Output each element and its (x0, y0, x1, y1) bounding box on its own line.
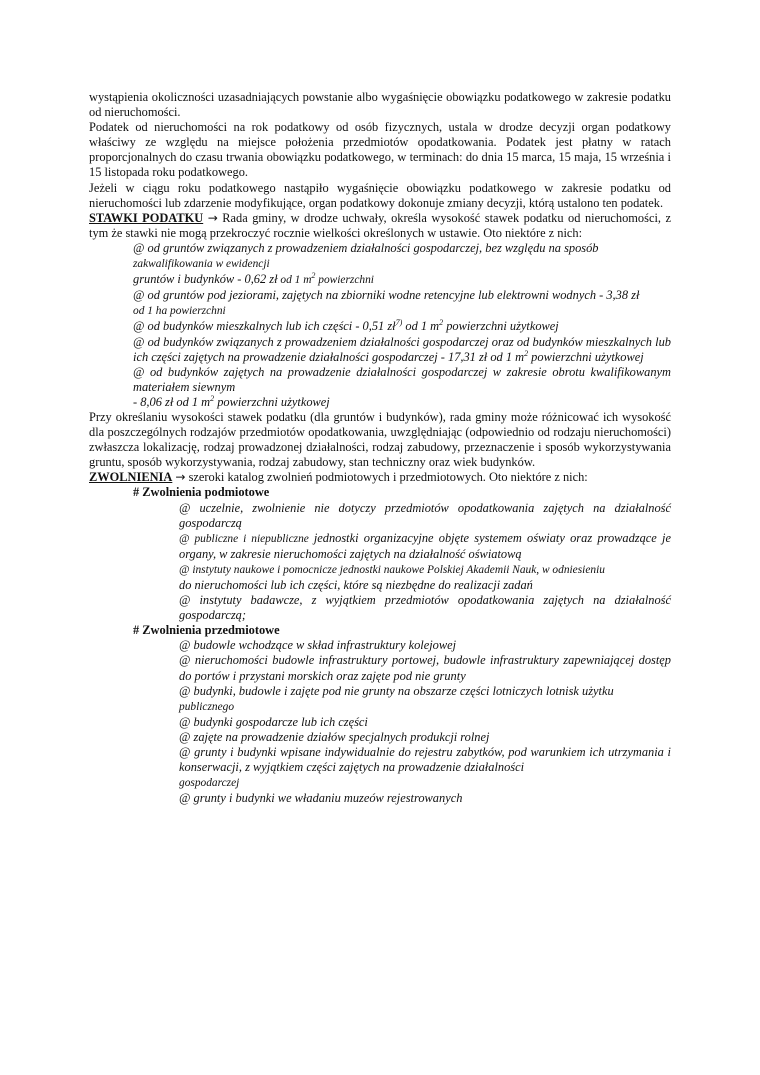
rate-item-material-siewny: @ od budynków zajętych na prowadzenie działalności gospodarczej w zakresie obrotu kwalifikowanym materiałem siewnym - 8,06 zł od 1 $m^2$ powierzchni użytkowej (133, 364, 671, 409)
list-item: @ uczelnie, zwolnienie nie dotyczy przedmiotów opodatkowania zajętych na działalność gospodarczą (179, 500, 671, 530)
zwolnienia-text: szeroki katalog zwolnień podmiotowych i przedmiotowych. Oto niektóre z nich: (185, 470, 588, 485)
paragraph-intro-3: Jeżeli w ciągu roku podatkowego nastąpiło wygaśnięcie obowiązku podatkowego w zakresie podatku od nieruchomości lub zdarzenie modyfikujące, organ podatkowy dokonuje zmiany decyzji, którą ustalono ten podatek. (89, 180, 671, 210)
przedmiotowe-header: # Zwolnienia przedmiotowe (133, 623, 280, 638)
rate-item-jeziora: @ od gruntów pod jeziorami, zajętych na zbiorniki wodne retencyjne lub elektrowni wodnych - 3,38 zł od 1 ha powierzchni (133, 288, 640, 318)
stawki-paragraph (89, 211, 671, 241)
list-item: @ grunty i budynki we władaniu muzeów rejestrowanych (179, 791, 463, 806)
list-item: @ publiczne i niepubliczne jednostki organizacyjne objęte systemem oświaty oraz prowadzące je organy, w zakresie nieruchomości zajętych na działalność oświatową (179, 530, 671, 561)
paragraph-intro-2: Podatek od nieruchomości na rok podatkowy od osób fizycznych, ustala w drodze decyzji organ podatkowy właściwy ze względu na miejsce położenia przedmiotów opodatkowania. Podatek jest płatny w ratach proporcjonalnych do czasu trwania obowiązku podatkowego, w terminach: do dnia 15 marca, 15 maja, 15 września i 15 listopada roku podatkowego. (89, 120, 671, 180)
podmiotowe-header: # Zwolnienia podmiotowe (133, 485, 270, 500)
list-item: @ instytuty naukowe i pomocnicze jednostki naukowe Polskiej Akademii Nauk, w odniesieniu do nieruchomości lub ich części, które są niezbędne do realizacji zadań (179, 563, 605, 592)
list-item: @ budowle wchodzące w skład infrastruktury kolejowej (179, 638, 457, 653)
list-item: @ budynki gospodarcze lub ich części (179, 714, 368, 729)
paragraph-intro-1: wystąpienia okoliczności uzasadniających powstanie albo wygaśnięcie obowiązku podatkowego w zakresie podatku od nieruchomości. (89, 90, 671, 120)
arrow-right-icon: → (175, 470, 186, 485)
arrow-right-icon: → (207, 210, 218, 225)
list-item: @ budynki, budowle i zajęte pod nie grunty na obszarze części lotniczych lotnisk użytku publicznego (179, 683, 614, 713)
rate-item-budynki-mieszkalne: @ od budynków mieszkalnych lub ich części - 0,51 $zł^{7)}$ od 1 $m^2$ powierzchni użytkowej (133, 318, 559, 334)
rate-item-grunty-gospodarcze: @ od gruntów związanych z prowadzeniem działalności gospodarczej, bez względu na sposób zakwalifikowania w ewidencji gruntów i budynków - 0,62 zł od 1 $m^2$ powierzchni (133, 240, 599, 287)
list-item: @ nieruchomości budowle infrastruktury portowej, budowle infrastruktury zapewniającej dostęp do portów i przystani morskich oraz zajęte pod nie grunty (179, 653, 671, 683)
document-page (89, 90, 671, 806)
rate-item-budynki-gospodarcze: @ od budynków związanych z prowadzeniem działalności gospodarczej oraz od budynków mieszkalnych lub ich części zajętych na prowadzenie działalności gospodarczej - 17,31 zł od 1 $m^2$ powierzchni użytkowej (133, 334, 671, 364)
list-item: @ instytuty badawcze, z wyjątkiem przedmiotów opodatkowania zajętych na działalność gospodarczą; (179, 593, 671, 623)
paragraph-rate-differentiation: Przy określaniu wysokości stawek podatku (dla gruntów i budynków), rada gminy może różnicować ich wysokość dla poszczególnych rodzajów przedmiotów opodatkowania, uwzględniając (odpowiednio od rodzaju nieruchomości) zwłaszcza lokalizację, rodzaj prowadzonej działalności, rodzaj zabudowy, przeznaczenie i sposób wykorzystywania gruntu, sposób wykorzystywania, rodzaj zabudowy, stan techniczny oraz wiek budynków. (89, 409, 671, 470)
stawki-text: Rada gminy, w drodze uchwały, określa wysokość stawek podatku od nieruchomości, z tym że stawki nie mogą przekroczyć rocznie wielkości określonych w ustawie. Oto niektóre z nich: (89, 210, 671, 240)
list-item: @ grunty i budynki wpisane indywidualnie do rejestru zabytków, pod warunkiem ich utrzymania i konserwacji, z wyjątkiem części zajętych na prowadzenie działalności gospodarczej (179, 745, 671, 790)
stawki-heading: STAWKI PODATKU (89, 210, 204, 225)
zwolnienia-paragraph (89, 470, 671, 485)
zwolnienia-heading: ZWOLNIENIA (89, 470, 173, 485)
list-item: @ zajęte na prowadzenie działów specjalnych produkcji rolnej (179, 729, 490, 744)
